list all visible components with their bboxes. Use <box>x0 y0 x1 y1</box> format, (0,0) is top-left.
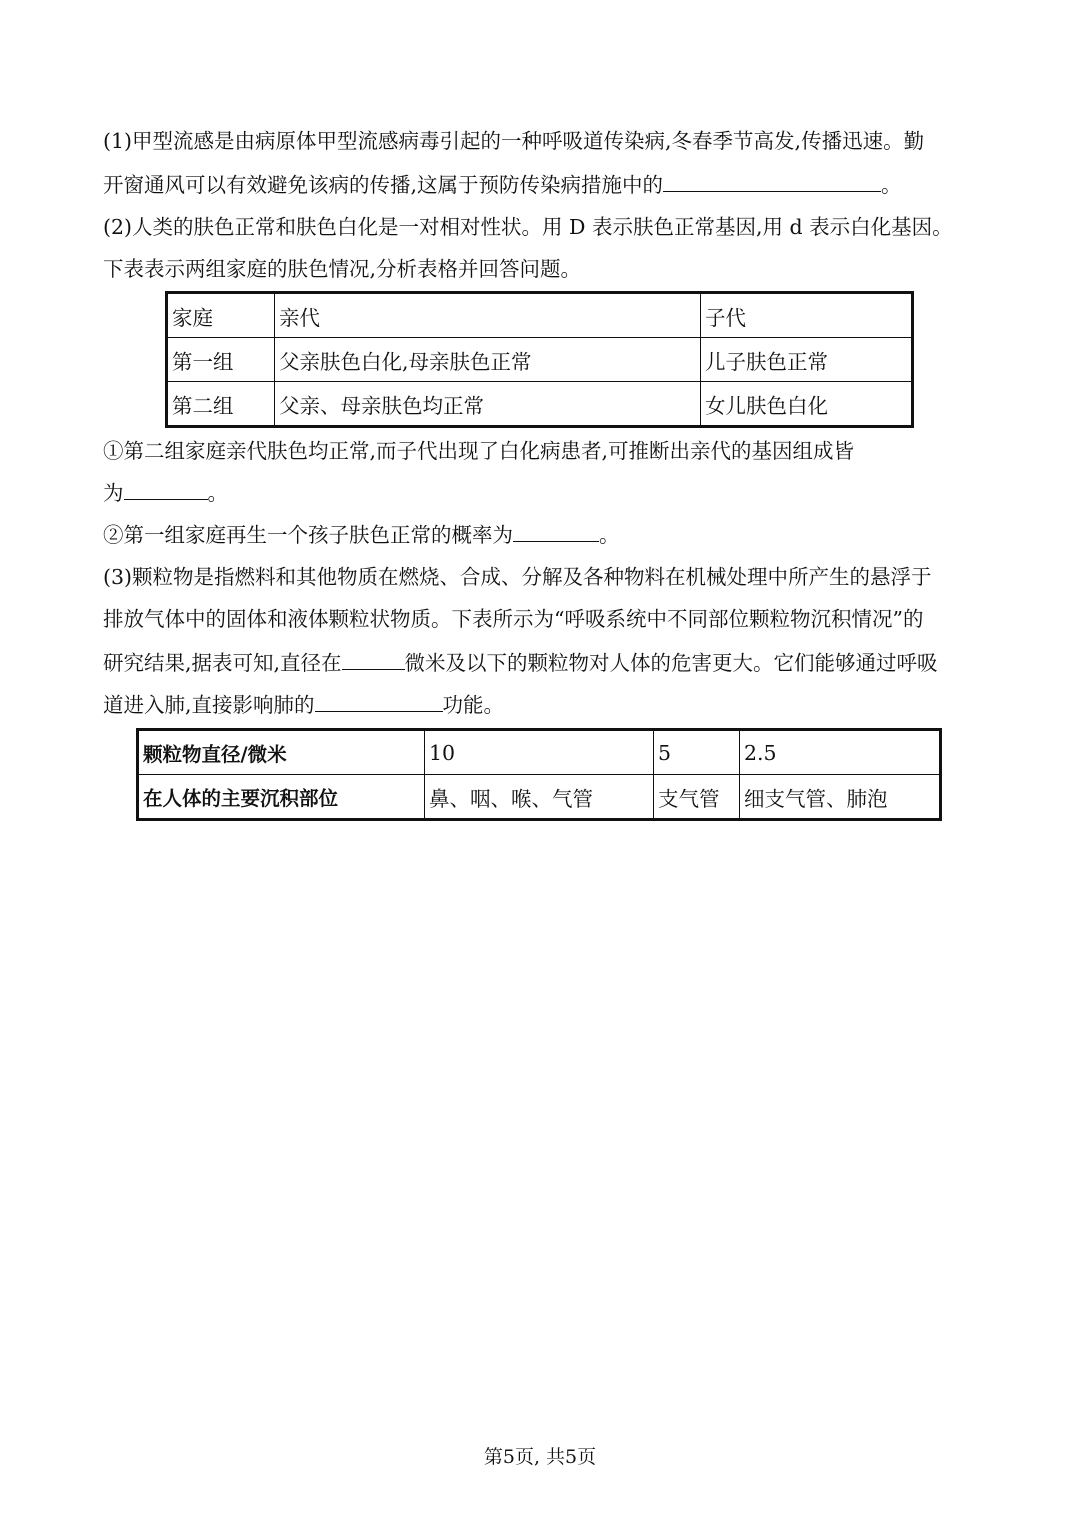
page-footer: 第5页, 共5页 <box>483 1446 597 1468</box>
q2-sub1-end: 。 <box>207 481 228 505</box>
q2-line2: 下表表示两组家庭的肤色情况,分析表格并回答问题。 <box>103 257 582 281</box>
q3-line4 <box>103 690 504 720</box>
table-row <box>167 338 913 382</box>
q3-line4-start: 道进入肺,直接影响肺的 <box>103 693 315 717</box>
particle-deposition-table <box>136 728 942 821</box>
table-row <box>138 730 941 775</box>
q1-line2-end: 。 <box>881 173 902 197</box>
q3-line2: 排放气体中的固体和液体颗粒状物质。下表所示为“呼吸系统中不同部位颗粒物沉积情况”的 <box>103 607 924 631</box>
table-cell: 儿子肤色正常 <box>701 338 913 382</box>
q1-line2-text: 开窗通风可以有效避免该病的传播,这属于预防传染病措施中的 <box>103 173 664 197</box>
answer-blank-1[interactable] <box>663 171 881 192</box>
q2-line1: (2)人类的肤色正常和肤色白化是一对相对性状。用 D 表示肤色正常基因,用 d 表示白化基因。 <box>103 215 953 239</box>
answer-blank-4[interactable] <box>342 649 405 670</box>
q2-sub1-line2 <box>103 478 228 508</box>
table-cell: 父亲肤色白化,母亲肤色正常 <box>275 338 701 382</box>
table-cell: 支气管 <box>654 775 740 820</box>
table-row <box>138 775 941 820</box>
table-header-row <box>167 293 913 338</box>
q2-sub1-prefix: 为 <box>103 481 124 505</box>
table-cell: 2.5 <box>740 730 941 775</box>
table-cell: 父亲、母亲肤色均正常 <box>275 382 701 427</box>
q3-line3-end: 微米及以下的颗粒物对人体的危害更大。它们能够通过呼吸 <box>404 651 938 675</box>
table-row <box>167 382 913 427</box>
header-family: 家庭 <box>167 293 275 338</box>
table-cell: 第二组 <box>167 382 275 427</box>
table-cell: 鼻、咽、喉、气管 <box>425 775 654 820</box>
answer-blank-2[interactable] <box>124 479 208 500</box>
q3-line3 <box>103 648 938 678</box>
q3-line4-end: 功能。 <box>442 693 505 717</box>
table-cell: 女儿肤色白化 <box>701 382 913 427</box>
q2-sub1-line1: ①第二组家庭亲代肤色均正常,而子代出现了白化病患者,可推断出亲代的基因组成皆 <box>103 439 855 463</box>
q1-line1: (1)甲型流感是由病原体甲型流感病毒引起的一种呼吸道传染病,冬春季节高发,传播迅速。勤 <box>103 129 925 153</box>
q2-sub2-end: 。 <box>599 523 620 547</box>
table-cell: 第一组 <box>167 338 275 382</box>
family-skin-table <box>165 291 914 428</box>
q2-sub2-line <box>103 520 620 550</box>
q2-sub2-text: ②第一组家庭再生一个孩子肤色正常的概率为 <box>103 523 513 547</box>
q3-line1: (3)颗粒物是指燃料和其他物质在燃烧、合成、分解及各种物料在机械处理中所产生的悬浮于 <box>103 565 932 589</box>
q3-line3-start: 研究结果,据表可知,直径在 <box>103 651 342 675</box>
table-cell: 10 <box>425 730 654 775</box>
header-parents: 亲代 <box>275 293 701 338</box>
answer-blank-5[interactable] <box>315 691 443 712</box>
table-cell: 5 <box>654 730 740 775</box>
header-children: 子代 <box>701 293 913 338</box>
q1-line2 <box>103 170 902 200</box>
table-cell: 细支气管、肺泡 <box>740 775 941 820</box>
diameter-label-cell: 颗粒物直径/微米 <box>138 730 425 775</box>
answer-blank-3[interactable] <box>513 521 599 542</box>
deposition-label-cell: 在人体的主要沉积部位 <box>138 775 425 820</box>
